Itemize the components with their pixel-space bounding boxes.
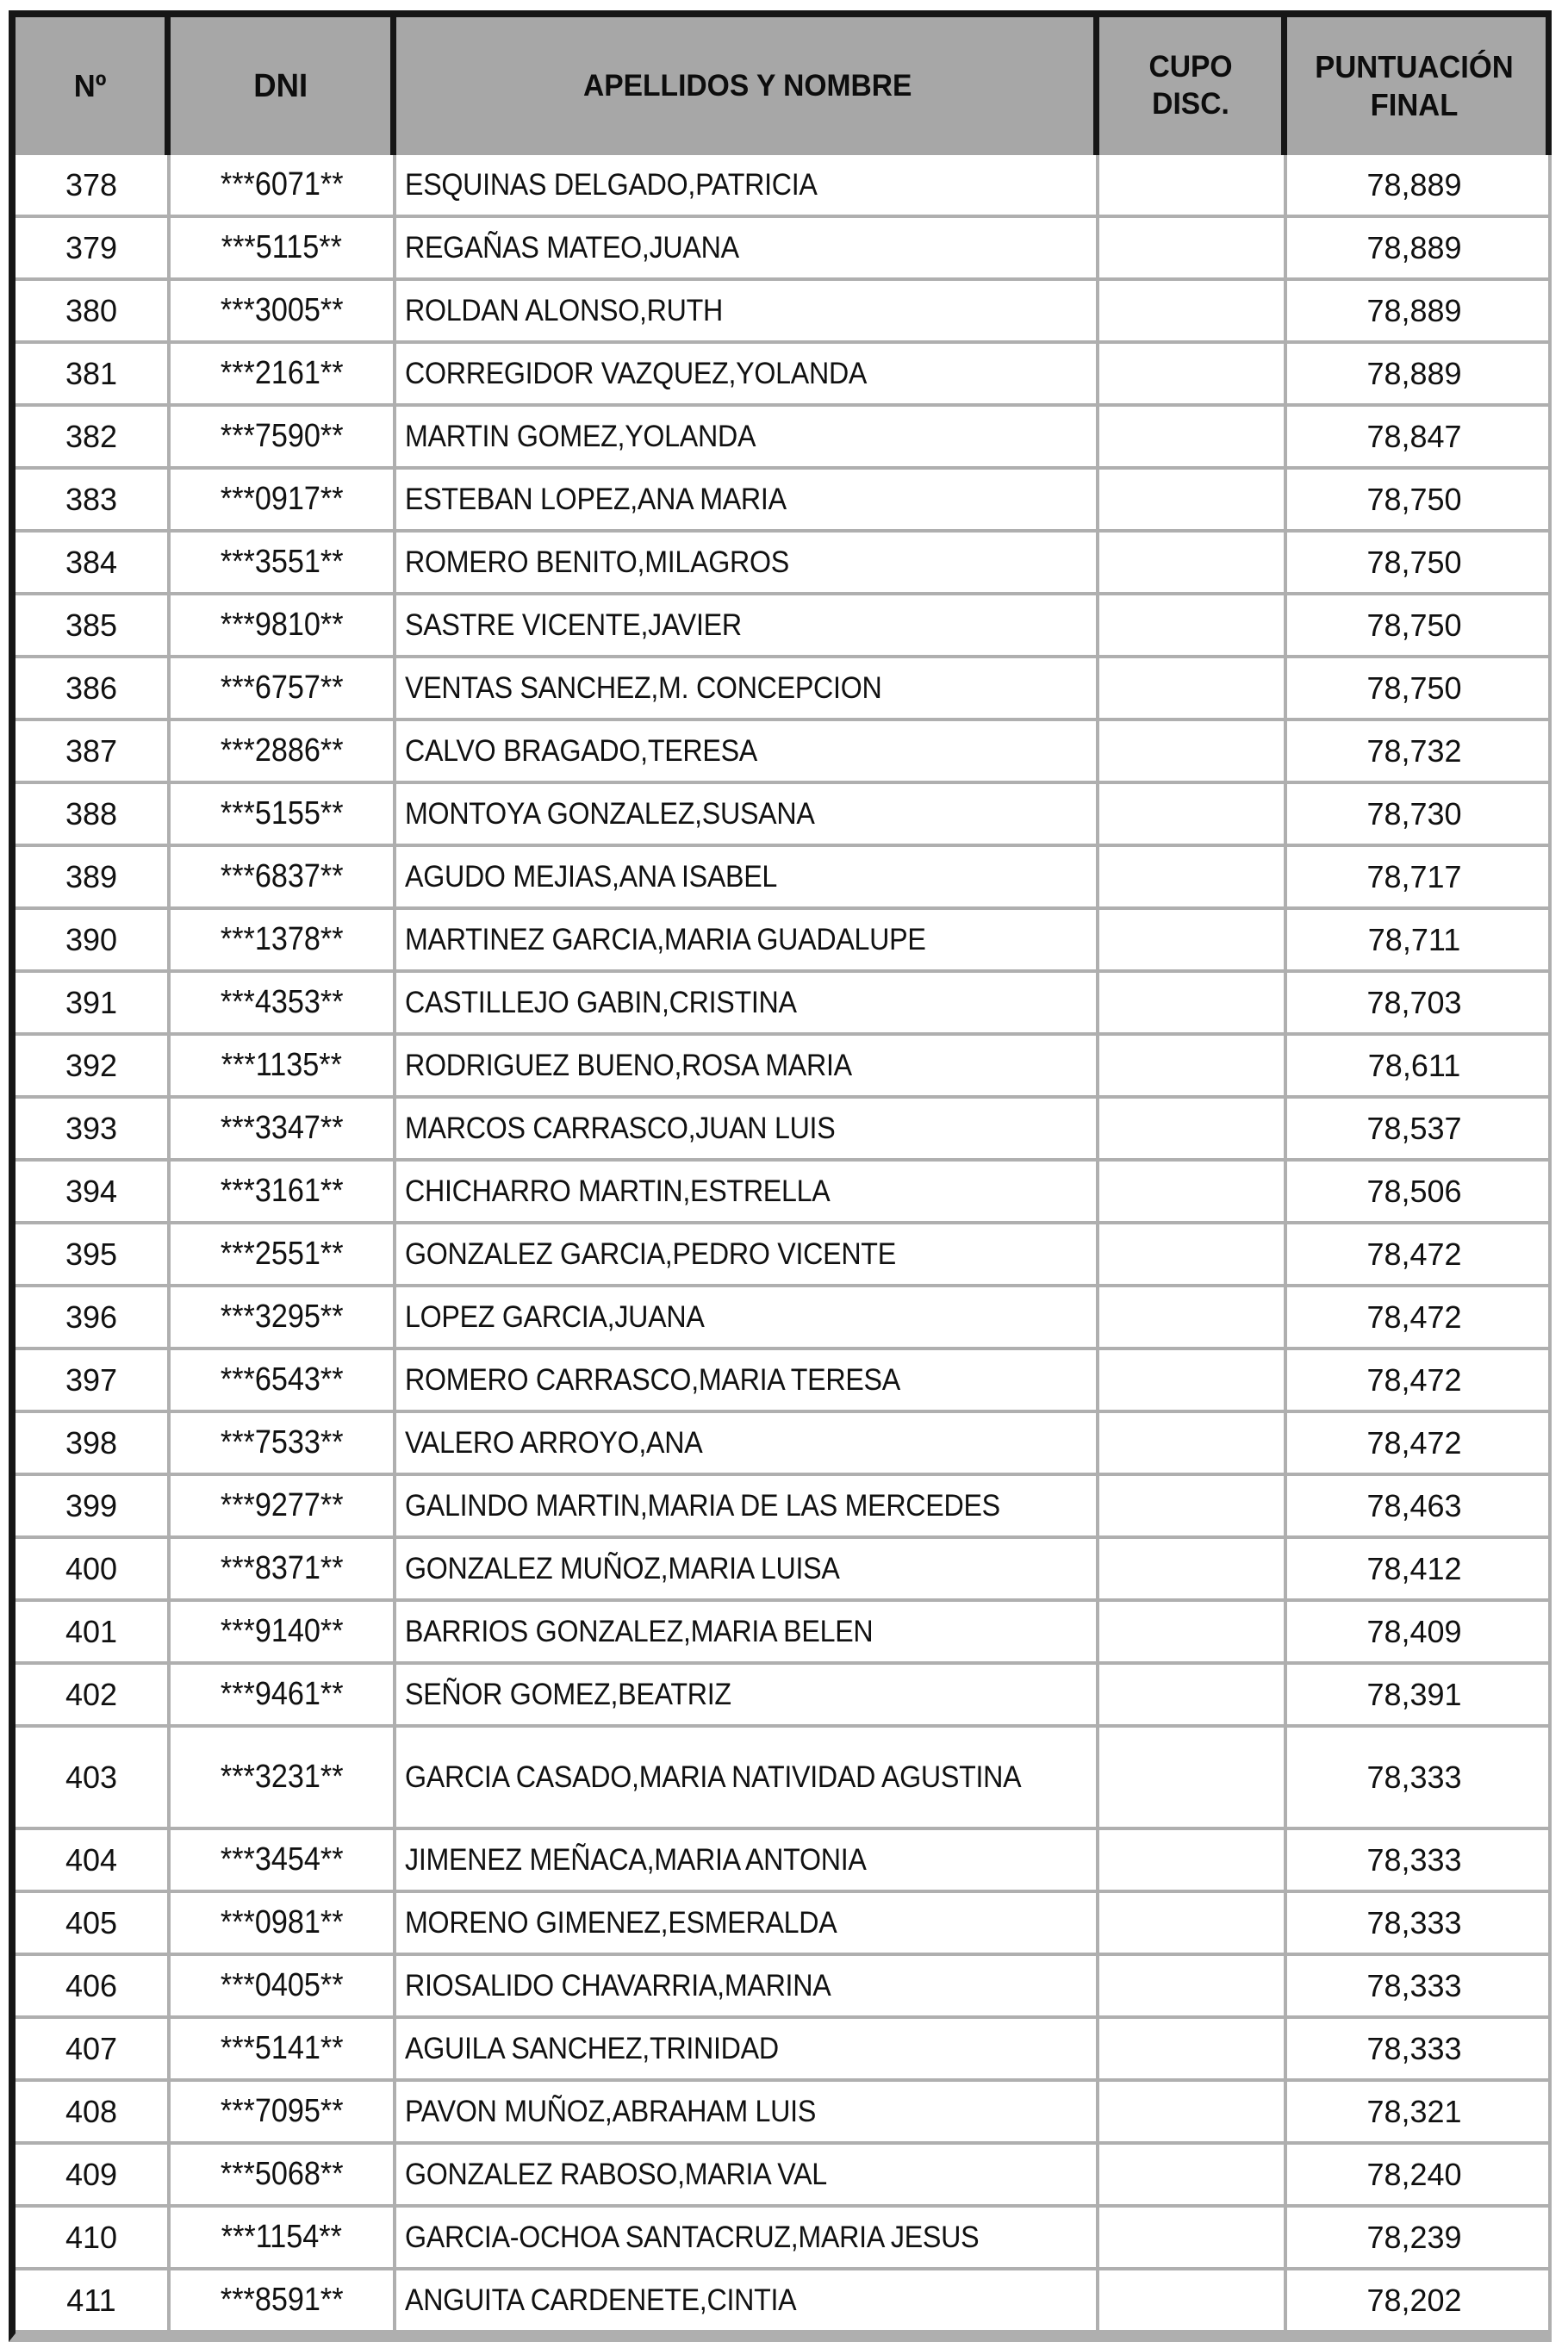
cell-dni: ***5141** (171, 2019, 396, 2078)
cell-score: 78,889 (1366, 229, 1462, 265)
cell-score: 78,240 (1366, 2156, 1462, 2192)
cell-cupo (1099, 1956, 1287, 2015)
cell-dni: ***6837** (171, 847, 396, 906)
column-header-num-label: Nº (73, 68, 107, 104)
cell-num: 402 (16, 1665, 171, 1724)
cell-score: 78,472 (1366, 1299, 1462, 1335)
cell-num: 395 (16, 1224, 171, 1284)
cell-name: CHICHARRO MARTIN,ESTRELLA (396, 1162, 1099, 1221)
table-row (16, 1728, 1552, 1830)
cell-score: 78,750 (1366, 544, 1462, 580)
cell-num: 399 (16, 1476, 171, 1535)
cell-score: 78,333 (1366, 1967, 1462, 2003)
table-row (16, 2082, 1552, 2145)
cell-name: MARTIN GOMEZ,YOLANDA (396, 407, 1099, 466)
table-row (16, 1162, 1552, 1224)
cell-score: 78,472 (1366, 1361, 1462, 1398)
column-header-cupo-label: CUPO DISC. (1148, 50, 1233, 121)
cell-num: 410 (16, 2208, 171, 2267)
cell-cupo (1099, 218, 1287, 277)
cell-num: 386 (16, 658, 171, 718)
cell-cupo (1099, 344, 1287, 403)
cell-num: 384 (16, 533, 171, 592)
table-row (16, 218, 1552, 281)
table-body (16, 155, 1552, 2333)
cell-score: 78,889 (1366, 292, 1462, 328)
table-row (16, 1539, 1552, 1602)
cell-cupo (1099, 1602, 1287, 1661)
table-row (16, 1893, 1552, 1956)
cell-dni: ***9140** (171, 1602, 396, 1661)
cell-num: 383 (16, 470, 171, 529)
cell-score: 78,472 (1366, 1424, 1462, 1461)
cell-cupo (1099, 2270, 1287, 2330)
cell-dni: ***8371** (171, 1539, 396, 1598)
table-row (16, 1476, 1552, 1539)
cell-name: RODRIGUEZ BUENO,ROSA MARIA (396, 1036, 1099, 1095)
cell-num: 397 (16, 1350, 171, 1410)
cell-name: CALVO BRAGADO,TERESA (396, 721, 1099, 781)
cell-num: 400 (16, 1539, 171, 1598)
table-row (16, 1224, 1552, 1287)
cell-dni: ***9810** (171, 595, 396, 655)
table-row (16, 1099, 1552, 1162)
cell-num: 405 (16, 1893, 171, 1953)
cell-cupo (1099, 910, 1287, 969)
table-row (16, 1830, 1552, 1893)
cell-score: 78,611 (1367, 1047, 1461, 1083)
cell-dni: ***5115** (171, 218, 396, 277)
cell-name: VENTAS SANCHEZ,M. CONCEPCION (396, 658, 1099, 718)
cell-cupo (1099, 1036, 1287, 1095)
column-header-score-label: PUNTUACIÓN FINAL (1315, 49, 1514, 122)
cell-cupo (1099, 1539, 1287, 1598)
cell-num: 388 (16, 784, 171, 844)
cell-name: ESQUINAS DELGADO,PATRICIA (396, 155, 1099, 215)
table-row (16, 721, 1552, 784)
cell-score: 78,889 (1366, 355, 1462, 391)
cell-dni: ***2161** (171, 344, 396, 403)
cell-score: 78,409 (1366, 1613, 1462, 1649)
cell-name: SASTRE VICENTE,JAVIER (396, 595, 1099, 655)
cell-score: 78,730 (1366, 795, 1462, 832)
cell-score: 78,717 (1366, 858, 1462, 894)
table-row (16, 1036, 1552, 1099)
cell-num: 381 (16, 344, 171, 403)
table-row (16, 910, 1552, 973)
cell-dni: ***6757** (171, 658, 396, 718)
cell-dni: ***1135** (171, 1036, 396, 1095)
cell-dni: ***3295** (171, 1287, 396, 1347)
cell-cupo (1099, 2082, 1287, 2141)
cell-cupo (1099, 281, 1287, 340)
cell-cupo (1099, 847, 1287, 906)
cell-score: 78,391 (1366, 1676, 1462, 1712)
cell-num: 396 (16, 1287, 171, 1347)
cell-dni: ***7095** (171, 2082, 396, 2141)
cell-cupo (1099, 155, 1287, 215)
cell-dni: ***3454** (171, 1830, 396, 1890)
cell-dni: ***2886** (171, 721, 396, 781)
cell-num: 401 (16, 1602, 171, 1661)
cell-name: SEÑOR GOMEZ,BEATRIZ (396, 1665, 1099, 1724)
table-row (16, 784, 1552, 847)
cell-score: 78,750 (1366, 481, 1462, 517)
cell-name: ROLDAN ALONSO,RUTH (396, 281, 1099, 340)
cell-name: MONTOYA GONZALEZ,SUSANA (396, 784, 1099, 844)
cell-dni: ***3347** (171, 1099, 396, 1158)
cell-name: AGUILA SANCHEZ,TRINIDAD (396, 2019, 1099, 2078)
cell-cupo (1099, 1830, 1287, 1890)
cell-name: JIMENEZ MEÑACA,MARIA ANTONIA (396, 1830, 1099, 1890)
cell-name: REGAÑAS MATEO,JUANA (396, 218, 1099, 277)
cell-score: 78,472 (1366, 1236, 1462, 1272)
cell-cupo (1099, 2208, 1287, 2267)
table-row (16, 658, 1552, 721)
cell-score: 78,463 (1366, 1487, 1462, 1523)
cell-cupo (1099, 973, 1287, 1032)
cell-name: MARCOS CARRASCO,JUAN LUIS (396, 1099, 1099, 1158)
cell-score: 78,412 (1366, 1550, 1462, 1586)
cell-dni: ***6543** (171, 1350, 396, 1410)
cell-name: GONZALEZ RABOSO,MARIA VAL (396, 2145, 1099, 2204)
cell-num: 380 (16, 281, 171, 340)
cell-score: 78,333 (1366, 1904, 1462, 1940)
cell-num: 393 (16, 1099, 171, 1158)
cell-num: 379 (16, 218, 171, 277)
cell-num: 389 (16, 847, 171, 906)
cell-num: 409 (16, 2145, 171, 2204)
table-row (16, 847, 1552, 910)
cell-dni: ***3551** (171, 533, 396, 592)
cell-cupo (1099, 1476, 1287, 1535)
cell-name: VALERO ARROYO,ANA (396, 1413, 1099, 1473)
table-header-row (16, 17, 1552, 155)
table-row (16, 1287, 1552, 1350)
cell-cupo (1099, 1665, 1287, 1724)
cell-score: 78,239 (1366, 2219, 1462, 2255)
cell-name: CORREGIDOR VAZQUEZ,YOLANDA (396, 344, 1099, 403)
table-row (16, 595, 1552, 658)
table-row (16, 281, 1552, 344)
cell-cupo (1099, 784, 1287, 844)
cell-dni: ***5068** (171, 2145, 396, 2204)
cell-name: GONZALEZ GARCIA,PEDRO VICENTE (396, 1224, 1099, 1284)
cell-score: 78,711 (1367, 921, 1461, 957)
cell-dni: ***5155** (171, 784, 396, 844)
table-row (16, 973, 1552, 1036)
cell-score: 78,506 (1366, 1173, 1462, 1209)
cell-cupo (1099, 2019, 1287, 2078)
cell-num: 382 (16, 407, 171, 466)
cell-cupo (1099, 407, 1287, 466)
cell-name: ROMERO BENITO,MILAGROS (396, 533, 1099, 592)
cell-dni: ***2551** (171, 1224, 396, 1284)
cell-dni: ***3005** (171, 281, 396, 340)
cell-cupo (1099, 721, 1287, 781)
cell-score: 78,321 (1366, 2093, 1462, 2129)
cell-cupo (1099, 595, 1287, 655)
table-row (16, 1602, 1552, 1665)
cell-cupo (1099, 658, 1287, 718)
cell-name: RIOSALIDO CHAVARRIA,MARINA (396, 1956, 1099, 2015)
table-row (16, 1350, 1552, 1413)
cell-dni: ***1378** (171, 910, 396, 969)
cell-dni: ***4353** (171, 973, 396, 1032)
cell-num: 411 (16, 2270, 171, 2330)
cell-cupo (1099, 1224, 1287, 1284)
cell-num: 391 (16, 973, 171, 1032)
column-header-dni (171, 17, 396, 155)
cell-cupo (1099, 533, 1287, 592)
cell-num: 408 (16, 2082, 171, 2141)
cell-score: 78,750 (1366, 670, 1462, 706)
cell-dni: ***6071** (171, 155, 396, 215)
table-row (16, 344, 1552, 407)
cell-score: 78,732 (1366, 732, 1462, 769)
cell-name: MARTINEZ GARCIA,MARIA GUADALUPE (396, 910, 1099, 969)
cell-name: GALINDO MARTIN,MARIA DE LAS MERCEDES (396, 1476, 1099, 1535)
table-row (16, 1956, 1552, 2019)
table-row (16, 1665, 1552, 1728)
cell-dni: ***0405** (171, 1956, 396, 2015)
cell-num: 398 (16, 1413, 171, 1473)
table-row (16, 155, 1552, 218)
column-header-dni-label: DNI (253, 67, 308, 104)
cell-name: GARCIA-OCHOA SANTACRUZ,MARIA JESUS (396, 2208, 1099, 2267)
cell-dni: ***1154** (171, 2208, 396, 2267)
cell-score: 78,537 (1366, 1110, 1462, 1146)
cell-cupo (1099, 1350, 1287, 1410)
cell-name: ROMERO CARRASCO,MARIA TERESA (396, 1350, 1099, 1410)
results-table (9, 10, 1552, 2342)
table-row (16, 407, 1552, 470)
cell-score: 78,202 (1366, 2282, 1462, 2318)
column-header-score (1287, 17, 1541, 155)
table-row (16, 2270, 1552, 2333)
cell-score: 78,750 (1366, 607, 1462, 643)
column-header-name-label: APELLIDOS Y NOMBRE (582, 68, 912, 103)
cell-name: BARRIOS GONZALEZ,MARIA BELEN (396, 1602, 1099, 1661)
cell-dni: ***3161** (171, 1162, 396, 1221)
cell-score: 78,889 (1366, 166, 1462, 202)
column-header-name (396, 17, 1099, 155)
cell-score: 78,703 (1366, 984, 1462, 1020)
cell-score: 78,333 (1366, 1841, 1462, 1878)
column-header-cupo (1099, 17, 1287, 155)
cell-score: 78,333 (1366, 1759, 1462, 1795)
cell-name: ANGUITA CARDENETE,CINTIA (396, 2270, 1099, 2330)
cell-num: 394 (16, 1162, 171, 1221)
cell-num: 392 (16, 1036, 171, 1095)
cell-score: 78,847 (1366, 418, 1462, 454)
cell-cupo (1099, 1413, 1287, 1473)
cell-dni: ***0917** (171, 470, 396, 529)
cell-dni: ***7533** (171, 1413, 396, 1473)
cell-name: AGUDO MEJIAS,ANA ISABEL (396, 847, 1099, 906)
cell-num: 390 (16, 910, 171, 969)
table-row (16, 2145, 1552, 2208)
cell-cupo (1099, 1162, 1287, 1221)
cell-num: 404 (16, 1830, 171, 1890)
cell-name: LOPEZ GARCIA,JUANA (396, 1287, 1099, 1347)
cell-name: GONZALEZ MUÑOZ,MARIA LUISA (396, 1539, 1099, 1598)
cell-dni: ***9277** (171, 1476, 396, 1535)
cell-score: 78,333 (1366, 2030, 1462, 2066)
cell-dni: ***7590** (171, 407, 396, 466)
column-header-num (16, 17, 171, 155)
cell-num: 406 (16, 1956, 171, 2015)
table-row (16, 2019, 1552, 2082)
cell-num: 387 (16, 721, 171, 781)
cell-name: ESTEBAN LOPEZ,ANA MARIA (396, 470, 1099, 529)
cell-cupo (1099, 1099, 1287, 1158)
cell-name: MORENO GIMENEZ,ESMERALDA (396, 1893, 1099, 1953)
cell-num: 385 (16, 595, 171, 655)
cell-name: PAVON MUÑOZ,ABRAHAM LUIS (396, 2082, 1099, 2141)
cell-cupo (1099, 1893, 1287, 1953)
cell-name: CASTILLEJO GABIN,CRISTINA (396, 973, 1099, 1032)
cell-name: GARCIA CASADO,MARIA NATIVIDAD AGUSTINA (396, 1728, 1099, 1827)
cell-dni: ***9461** (171, 1665, 396, 1724)
cell-num: 403 (16, 1728, 171, 1827)
table-row (16, 533, 1552, 595)
cell-dni: ***3231** (171, 1728, 396, 1827)
table-row (16, 470, 1552, 533)
cell-num: 378 (16, 155, 171, 215)
cell-dni: ***0981** (171, 1893, 396, 1953)
cell-num: 407 (16, 2019, 171, 2078)
cell-cupo (1099, 470, 1287, 529)
table-row (16, 1413, 1552, 1476)
cell-dni: ***8591** (171, 2270, 396, 2330)
table-row (16, 2208, 1552, 2270)
cell-cupo (1099, 1287, 1287, 1347)
cell-cupo (1099, 2145, 1287, 2204)
cell-cupo (1099, 1728, 1287, 1827)
